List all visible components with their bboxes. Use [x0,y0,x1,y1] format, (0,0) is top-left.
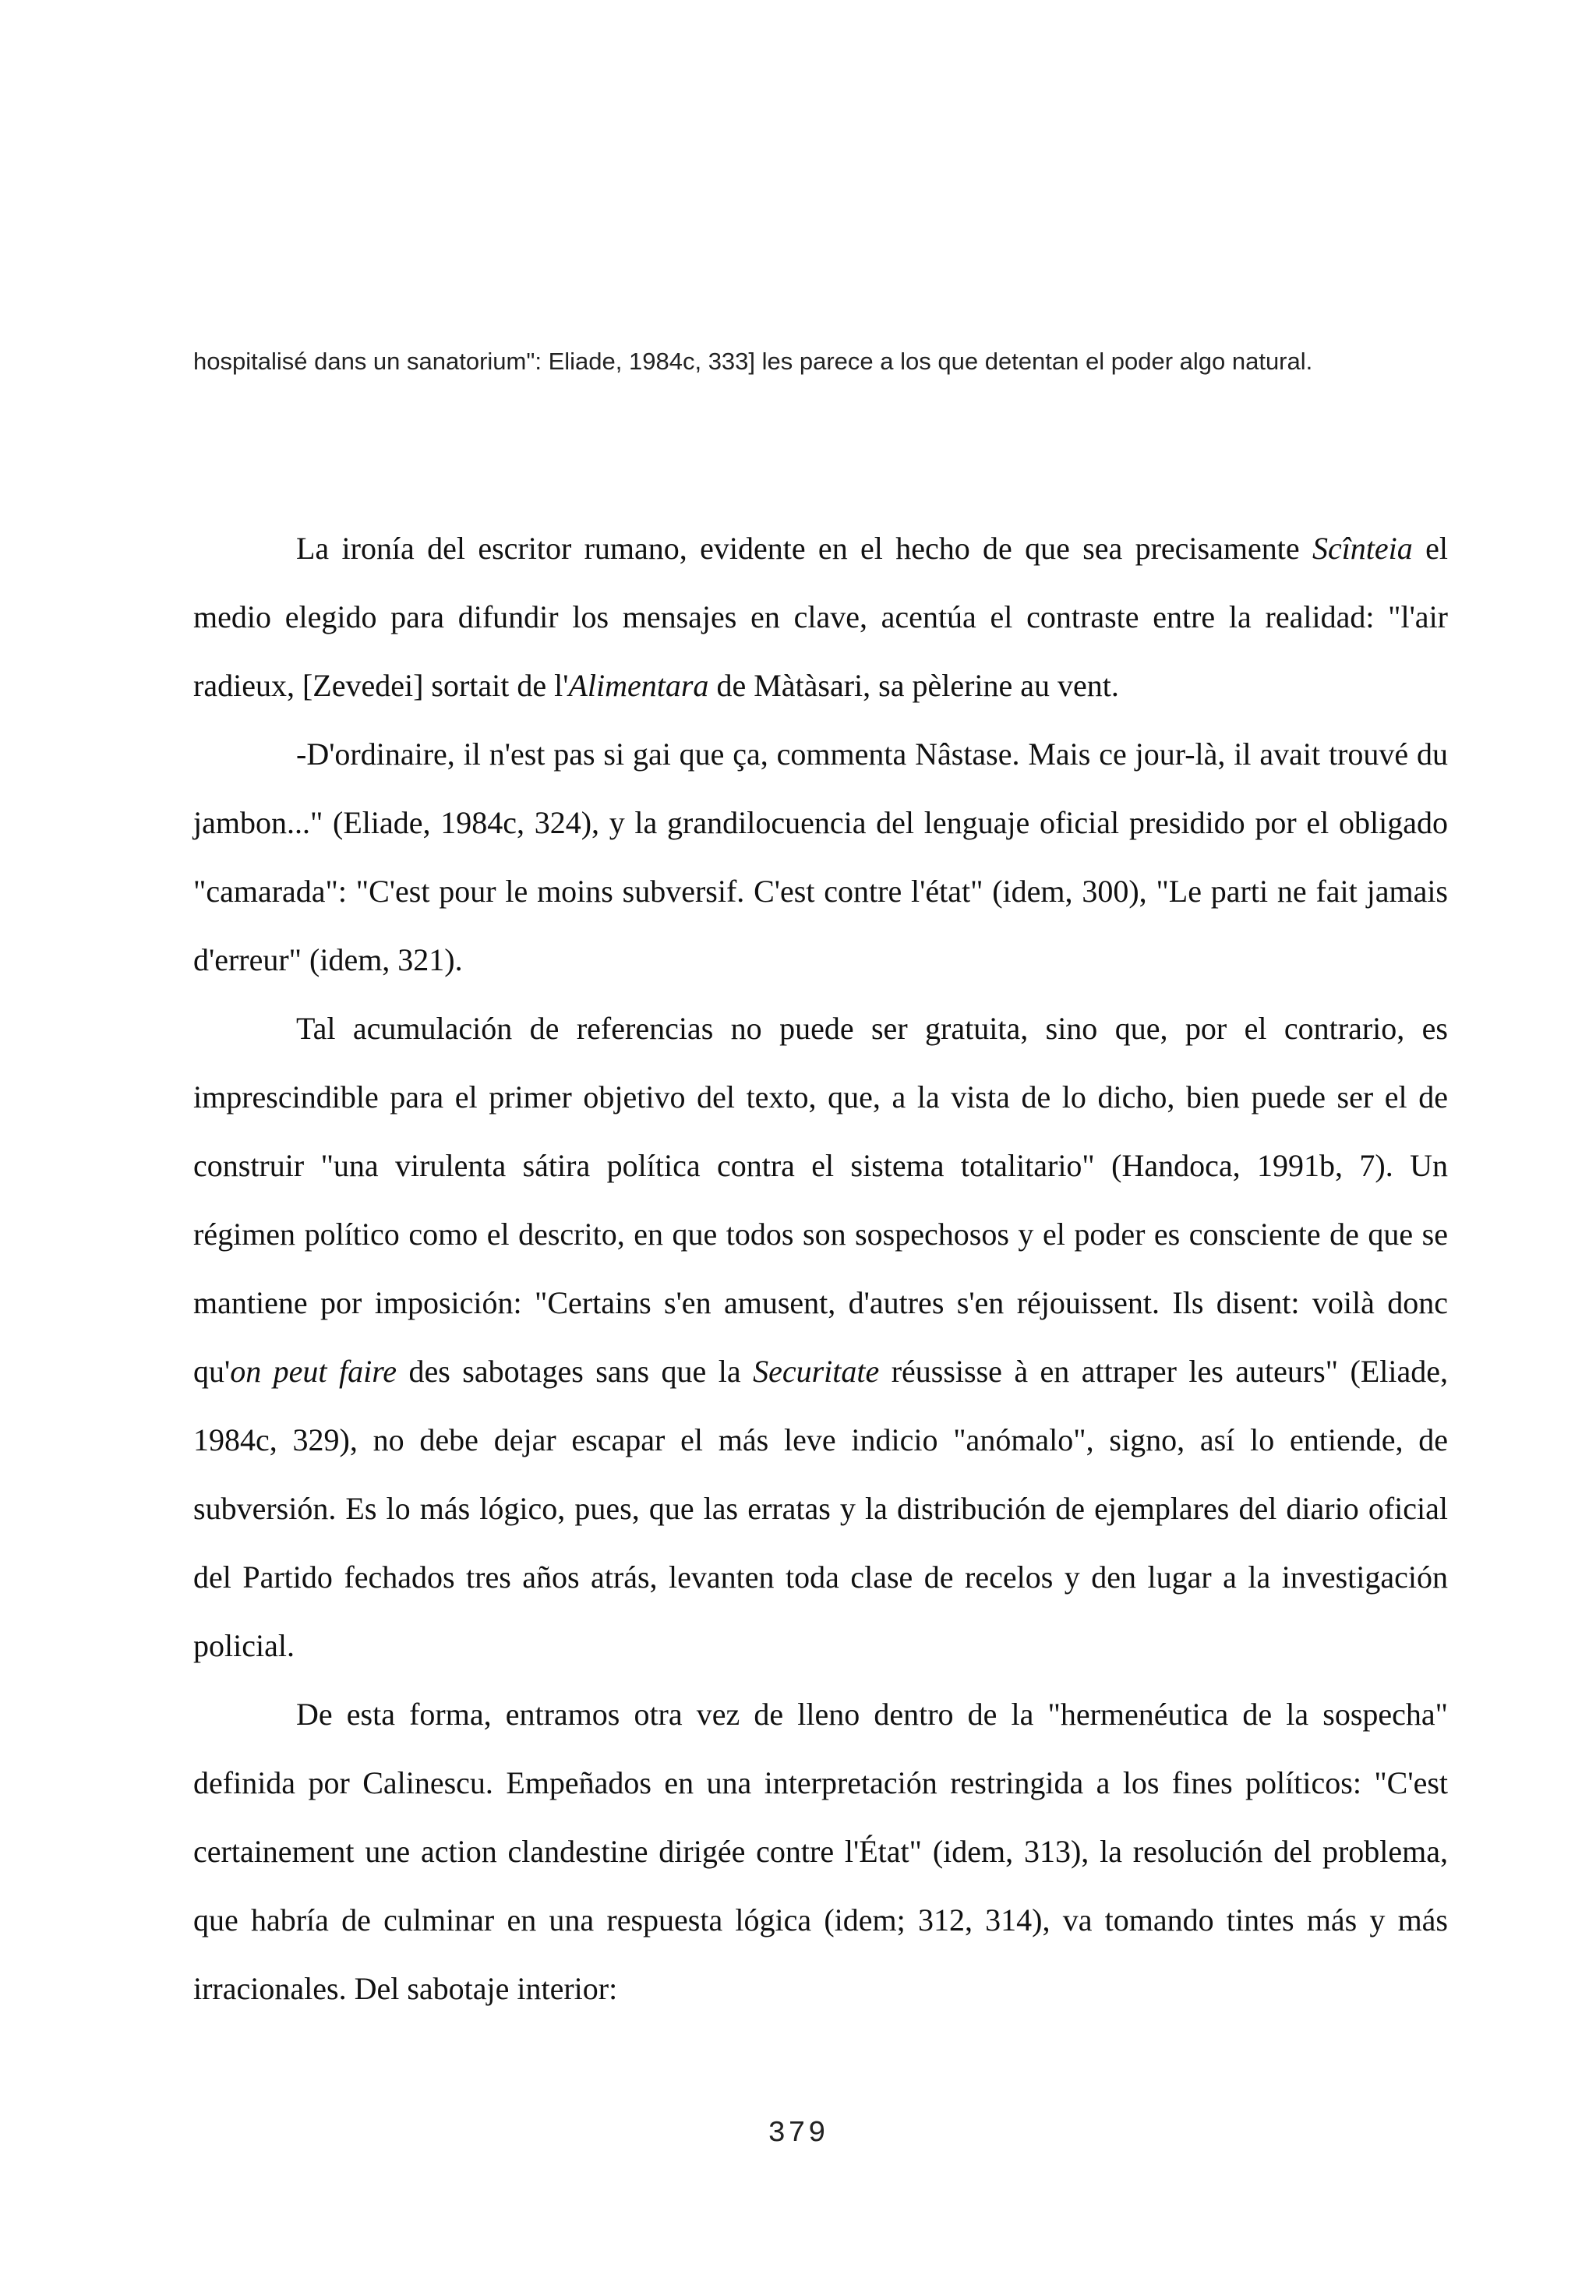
paragraph-dialogue-text: -D'ordinaire, il n'est pas si gai que ça, commenta Nâstase. Mais ce jour-là, il avait trouvé du jambon..." (Eliade, 1984c, 324), y la grandilocuencia del lenguaje oficial presidido por el obligado "camarada": "C'est pour le moins subversif. C'est contre l'état" (idem, 300), "Le parti ne fait jamais d'erreur" (idem, 321). [193,736,1448,977]
paragraph-hermeneutics-text: De esta forma, entramos otra vez de lleno dentro de la "hermenéutica de la sospecha" definida por Calinescu. Empeñados en una interpretación restringida a los fines políticos: "C'est certainement une action clandestine dirigée contre l'État" (idem, 313), la resolución del problema, que habría de culminar en una respuesta lógica (idem; 312, 314), va tomando tintes más y más irracionales. Del sabotaje interior: [193,1697,1448,2006]
page-number: 379 [768,2117,828,2150]
paragraph-irony-text-2: el medio elegido para difundir los mensajes en clave, acentúa el contraste entre la realidad: "l'air radieux, [Zevedei] sortait de l' [193,531,1448,703]
quote-continuation [193,327,1448,396]
paragraph-hermeneutics [193,1680,1448,2023]
paragraph-accumulation-italic-2: Securitate [753,1354,880,1389]
paragraph-accumulation-text-3: réussisse à en attraper les auteurs" (Eliade, 1984c, 329), no debe dejar escapar el más leve indicio "anómalo", signo, así lo entiende, de subversión. Es lo más lógico, pues, que las erratas y la distribución de ejemplares del diario oficial del Partido fechados tres años atrás, levanten toda clase de recelos y den lugar a la investigación policial. [193,1354,1448,1663]
paragraph-irony-text-1: La ironía del escritor rumano, evidente en el hecho de que sea precisamente [296,531,1312,566]
paragraph-irony-italic-1: Scînteia [1312,531,1413,566]
paragraph-accumulation-text-2: des sabotages sans que la [397,1354,754,1389]
paragraph-accumulation-italic-1: on peut faire [230,1354,397,1389]
quote-continuation-text: hospitalisé dans un sanatorium": Eliade, 1984c, 333] les parece a los que detentan el poder algo natural. [193,348,1313,375]
paragraph-irony-italic-2: Alimentara [568,668,709,703]
body-text [193,514,1448,2023]
paragraph-irony-text-3: de Màtàsari, sa pèlerine au vent. [708,668,1119,703]
paragraph-irony [193,514,1448,720]
paragraph-accumulation [193,994,1448,1680]
paragraph-dialogue [193,720,1448,994]
paragraph-accumulation-text-1: Tal acumulación de referencias no puede ser gratuita, sino que, por el contrario, es imprescindible para el primer objetivo del texto, que, a la vista de lo dicho, bien puede ser el de construir "una virulenta sátira política contra el sistema totalitario" (Handoca, 1991b, 7). Un régimen político como el descrito, en que todos son sospechosos y el poder es consciente de que se mantiene por imposición: "Certains s'en amusent, d'autres s'en réjouissent. Ils disent: voilà donc qu' [193,1011,1448,1389]
